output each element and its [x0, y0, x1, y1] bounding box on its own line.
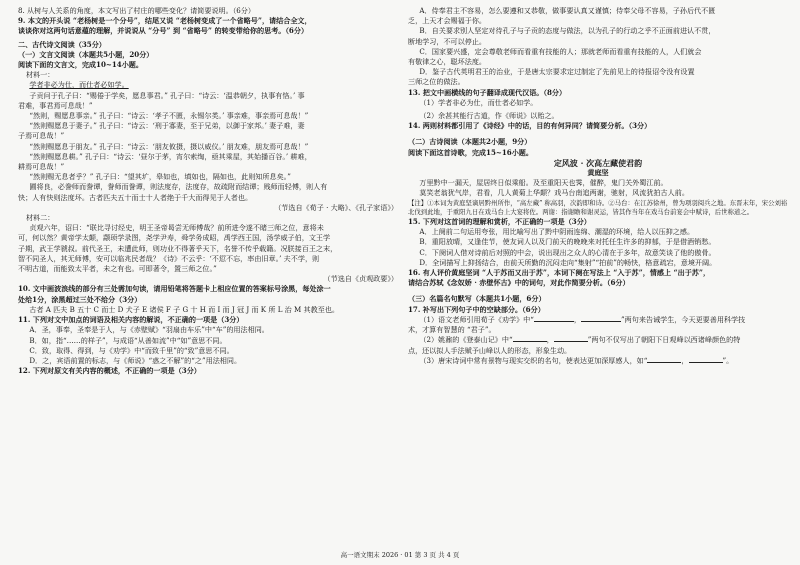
material-1-source: （节选自《荀子 · 大略》、《孔子家语》）	[274, 202, 398, 212]
right-column	[408, 6, 788, 366]
answer-blank[interactable]	[534, 321, 574, 322]
answer-blank[interactable]	[581, 321, 621, 322]
answer-blank[interactable]	[689, 362, 723, 363]
reading-intro: 阅读下面的文言文，完成10~14小题。	[18, 60, 143, 70]
question-16-line2: 请结合苏轼《念奴娇 · 赤壁怀古》中的词句，对此作简要分析。（6分）	[408, 278, 630, 288]
question-17-item-1-cont: 术，才算有智慧的 “君子”。	[408, 325, 496, 335]
question-11-option-a: A．圣，事奉，圣奉是于人，与《赤壁赋》“羽扇由车乐”中“车”的用法相同。	[29, 325, 269, 335]
question-10-text: 古者 A 匹夫 B 五十 C 而士 D 犬子 E 诸侯 F 子 G 十 H 而 I 而 J 冠 J 而 K 所 L 治 M 其教至也。	[29, 304, 340, 314]
material-1-line: 快；人有快则法度坏。古者匹夫五十而士十人者绝于千大而得见于人者也。	[18, 192, 253, 202]
material-1-line: 耕焉可息哉！”	[18, 162, 65, 172]
left-column	[18, 6, 398, 376]
question-17-item-3: （3）唐宋诗词中常有景物与现实交织的名句，使表达更加深厚感人，如“ ， ”。	[419, 355, 734, 365]
material-1-line: 圃将良，必誊师而誊谭，誊师而誊谭，则法度存，法度存，故疏附而结谭；贱师而轻傅，则人有	[29, 182, 328, 192]
answer-blank[interactable]	[647, 362, 681, 363]
question-11-option-b: B．如，指“……的样子”，与成语“从善如流”中“如”意思不同。	[29, 335, 227, 345]
question-17-item-1: （1）语文老师引用荀子《劝学》中“ ， ”两句来告诫学生，今天更要善用科学技	[419, 314, 746, 324]
material-2-label: 材料二：	[26, 213, 55, 223]
question-17-item-2-start: （2）姚鼐的《登泰山记》中“	[419, 335, 513, 345]
answer-blank[interactable]	[513, 341, 547, 342]
material-2-line: 贞观六年，诏曰：“联比寻讨经史，明王圣帝曷尝无师傅哉？前所进令遂不睹三师之位，意将未	[29, 223, 324, 233]
question-13-item-1: （1）学者非必为仕，而仕者必如学。	[419, 97, 538, 107]
question-11-option-c: C．致，取得、得到，与《劝学》中“而致千里”的“致”意思不同。	[29, 345, 234, 355]
question-10-line2: 处给1分，涂黑超过三处不给分（3分）	[18, 294, 142, 304]
question-12-option-d: D．鉴子古代英明君王的治业，于是唐太宗要求定过制定了先前见上的待报诏令没有设置	[419, 67, 695, 77]
question-15-option-d: D．全词描写上抑扬结合，由前天所勤的沉闷走向“集射”“拍前”的畅快，格意疏宕，意境开阔。	[419, 257, 717, 267]
section-2c-heading: （三）名篇名句默写（本题共1小题，6分）	[408, 294, 546, 304]
material-1-line: “然则赐无息者乎？” 孔子曰：“望其圹，皋如也，填如也，隔如也，此则知所息矣。”	[29, 172, 291, 182]
question-15-option-b: B．重阳放晴，又逢佳节，使友词人以及门前天的晚晚来对托任生许多的抑郁，于是借酒销愁。	[419, 237, 716, 247]
question-17: 17. 补写出下列句子中的空缺部分。（6分）	[408, 304, 545, 314]
answer-blank[interactable]	[554, 341, 588, 342]
material-1-line: 子贡问于孔子曰：“赐倦于学矣，愿息事君。” 孔子曰：“诗云：‘温恭朝夕，执事有恪。’ 事	[29, 90, 305, 100]
question-17-item-1-start: （1）语文老师引用荀子《劝学》中“	[419, 314, 534, 324]
poem-stanza-2: 莫笑老翁犹气岸，君看，几人黄菊上华颠？戏马台南追两谢，驰射，风流犹拍古人前。	[419, 188, 689, 198]
material-2-line: 可，何以然？黄帝学太颠，颛顼学录图，尧学尹寿，舜学务成昭，禹学西王国，汤学威子伯，文王学	[18, 233, 331, 243]
material-2-source: （节选自《贞观政要》）	[323, 274, 398, 284]
material-1-line: 子焉可息哉！”	[18, 131, 65, 141]
question-11-option-d: D．之，宾语前置的标志，与《师说》“惑之不解”的“之”用法相同。	[29, 355, 242, 365]
page-footer: 高一语文期末 2026 · 01 第 3 页 共 4 页	[340, 551, 460, 559]
question-12-option-c: C．国家要兴盛，定会尊敬老师而看重有技能的人；那就老师而看重有技能的人，人们就会	[419, 46, 702, 56]
question-12-option-c-cont: 有敬律之心，聪坏法度。	[408, 57, 487, 67]
question-15-option-c: C．下阕词人借对诗前后对照的中会，说出现出之众人的心清在于多年，故意笑谈了他的傲骨。	[419, 247, 716, 257]
question-17-item-2: （2）姚鼐的《登泰山记》中“ ， ”两句不仅写出了朝阳下日观峰以西诸峰颜色的特	[419, 335, 741, 345]
material-1-line: 学者非必为仕，而仕者必如学。	[29, 80, 129, 90]
poem-note: 【注】①本词为黄庭坚谪居黔州所作，“高左藏” 称高羽，次韵即和诗。②马台：在江苏徐州，曾为项羽阅兵之地。东晋末年，宋公刘裕北伐到此地，于重阳九日在戏马台上大宴将佐。两谢：指谢瞻和谢灵运，皆其作当年在戏马台前宴会中赋诗，后世称道之。	[408, 198, 788, 216]
poem-intro: 阅读下面这首诗歌，完成15~16小题。	[408, 147, 533, 157]
question-17-item-3-start: （3）唐宋诗词中常有景物与现实交织的名句，使表达更加深厚感人，如“	[419, 355, 648, 365]
question-17-item-2-cont: 点，还以拟人手法赋予山峰以人的形态，形象生动。	[408, 345, 572, 355]
poem-title: 定风波 · 次高左藏使君韵	[553, 157, 643, 168]
question-17-item-1-end: ”两句来告诫学生，今天更要善用科学技	[621, 314, 746, 324]
question-12-option-b-cont: 断地学习，不可以停止。	[408, 36, 487, 46]
question-12-option-a-cont: 乏，上天才会赐福于你。	[408, 16, 487, 26]
poem-author: 黄庭坚	[587, 168, 609, 178]
material-1-line: “然则赐愿息于妻子。” 孔子曰：“诗云：‘刑于寡妻，至于兄弟，以御于家邦。’ 妻子难，妻	[29, 121, 305, 131]
question-17-item-2-end: ”两句不仅写出了朝阳下日观峰以西诸峰颜色的特	[587, 335, 741, 345]
question-13-item-2: （2）余甚其能行古道，作《师说》以贻之。	[419, 111, 559, 121]
poem-stanza-1: 万里黔中一漏天，屋居终日似乘船。及至重阳天也霁，催醉，鬼门关外蜀江前。	[419, 178, 668, 188]
question-8: 8. 从树与人关系的角度，本文写出了村庄的哪些变化？请简要说明。（6分）	[18, 6, 255, 15]
section-2-heading: 二、古代诗文阅读（35分）	[18, 39, 106, 49]
question-13: 13. 把文中画横线的句子翻译成现代汉语。（8分）	[408, 87, 567, 97]
question-12: 12. 下列对原文有关内容的概述，不正确的一项是（3分）	[18, 366, 201, 376]
question-12-option-a: A．侍奉君主不容易，怎么要遵和又恭敬，做事要认真又谨慎；侍奉父母不容易，子孙后代不匮	[419, 6, 716, 15]
question-12-option-b: B．自关要求别人坚定对待孔子与子贡的态度与做法，以为孔子的行动之乎不正面前进认不贯，	[419, 26, 716, 36]
question-11: 11. 下列对文中加点的词语及相关内容的解说，不正确的一项是（3分）	[18, 315, 244, 325]
material-1-line: “然则，赐愿息事亲。” 孔子曰：“诗云：‘孝子不匮，永锡尔类。’ 事亲难，事亲焉可息哉！”	[29, 111, 309, 121]
question-9-line2: 谈谈你对这两句话意蕴的理解，并说说从 “分号” 到 “省略号” 的转变带给你的思考。（6分）	[18, 26, 309, 36]
material-1-line: “然则赐愿息耕。” 孔子曰：“诗云：‘昼尔于茅，宵尔索绹，亟其乘屋，其始播百谷。’ 耕难，	[29, 151, 312, 161]
material-1-line: “然则赐愿息于朋友。” 孔子曰：“诗云：‘朋友攸摄，摄以威仪。’ 朋友难，朋友焉可息哉！”	[29, 141, 309, 151]
question-9-line1: 9. 本文的开头说 “老杨树是一个分号”，结尾又说 “老杨树变成了一个省略号”，请结合全文，	[18, 16, 312, 26]
material-2-line: 子期，武王学虢叔。前代圣王，未遭此师，则功业不得著乎天下，名誉不传乎载籍。况朕接百王之末，	[18, 243, 338, 253]
section-2b-heading: （二）古诗阅读（本题共2小题，9分）	[408, 137, 532, 147]
question-12-option-d-cont: 三师之位的做法。	[408, 77, 465, 87]
question-14: 14. 两则材料都引用了《诗经》中的话，目的有何异同？请简要分析。（3分）	[408, 121, 652, 131]
question-15-option-a: A．上阕前二句运用夸张，用比喻写出了黔中阴雨连绵、潮湿的环境，给人以压抑之感。	[419, 227, 695, 237]
question-17-item-3-end: ”。	[722, 355, 734, 365]
section-2a-heading: （一）文言文阅读（本题共5小题，20分）	[18, 49, 154, 59]
material-2-line: 不明古道，而能致太平者，未之有也。可即著令，置三师之位。”	[18, 264, 217, 274]
question-15: 15. 下列对这首词的理解和赏析，不正确的一项是（3分）	[408, 217, 591, 227]
question-16-line1: 16. 有人评价黄庭坚词 “人于苏而又出于苏”，本词下阕在写法上 “入于苏”，情感上 “出于苏”，	[408, 268, 711, 278]
material-1-line: 君难，事君焉可息哉！”	[18, 100, 93, 110]
question-10-line1: 10. 文中画波浪线的部分有三处需加句读，请用铅笔将答题卡上相应位置的答案标号涂黑，每处涂一	[18, 284, 331, 294]
material-2-line: 智不同圣人，其无师傅，安可以临兆民者哉？《诗》不云乎：‘不愆不忘，率由旧章。’ 夫不学，则	[18, 253, 320, 263]
material-1-label: 材料一：	[26, 70, 55, 80]
